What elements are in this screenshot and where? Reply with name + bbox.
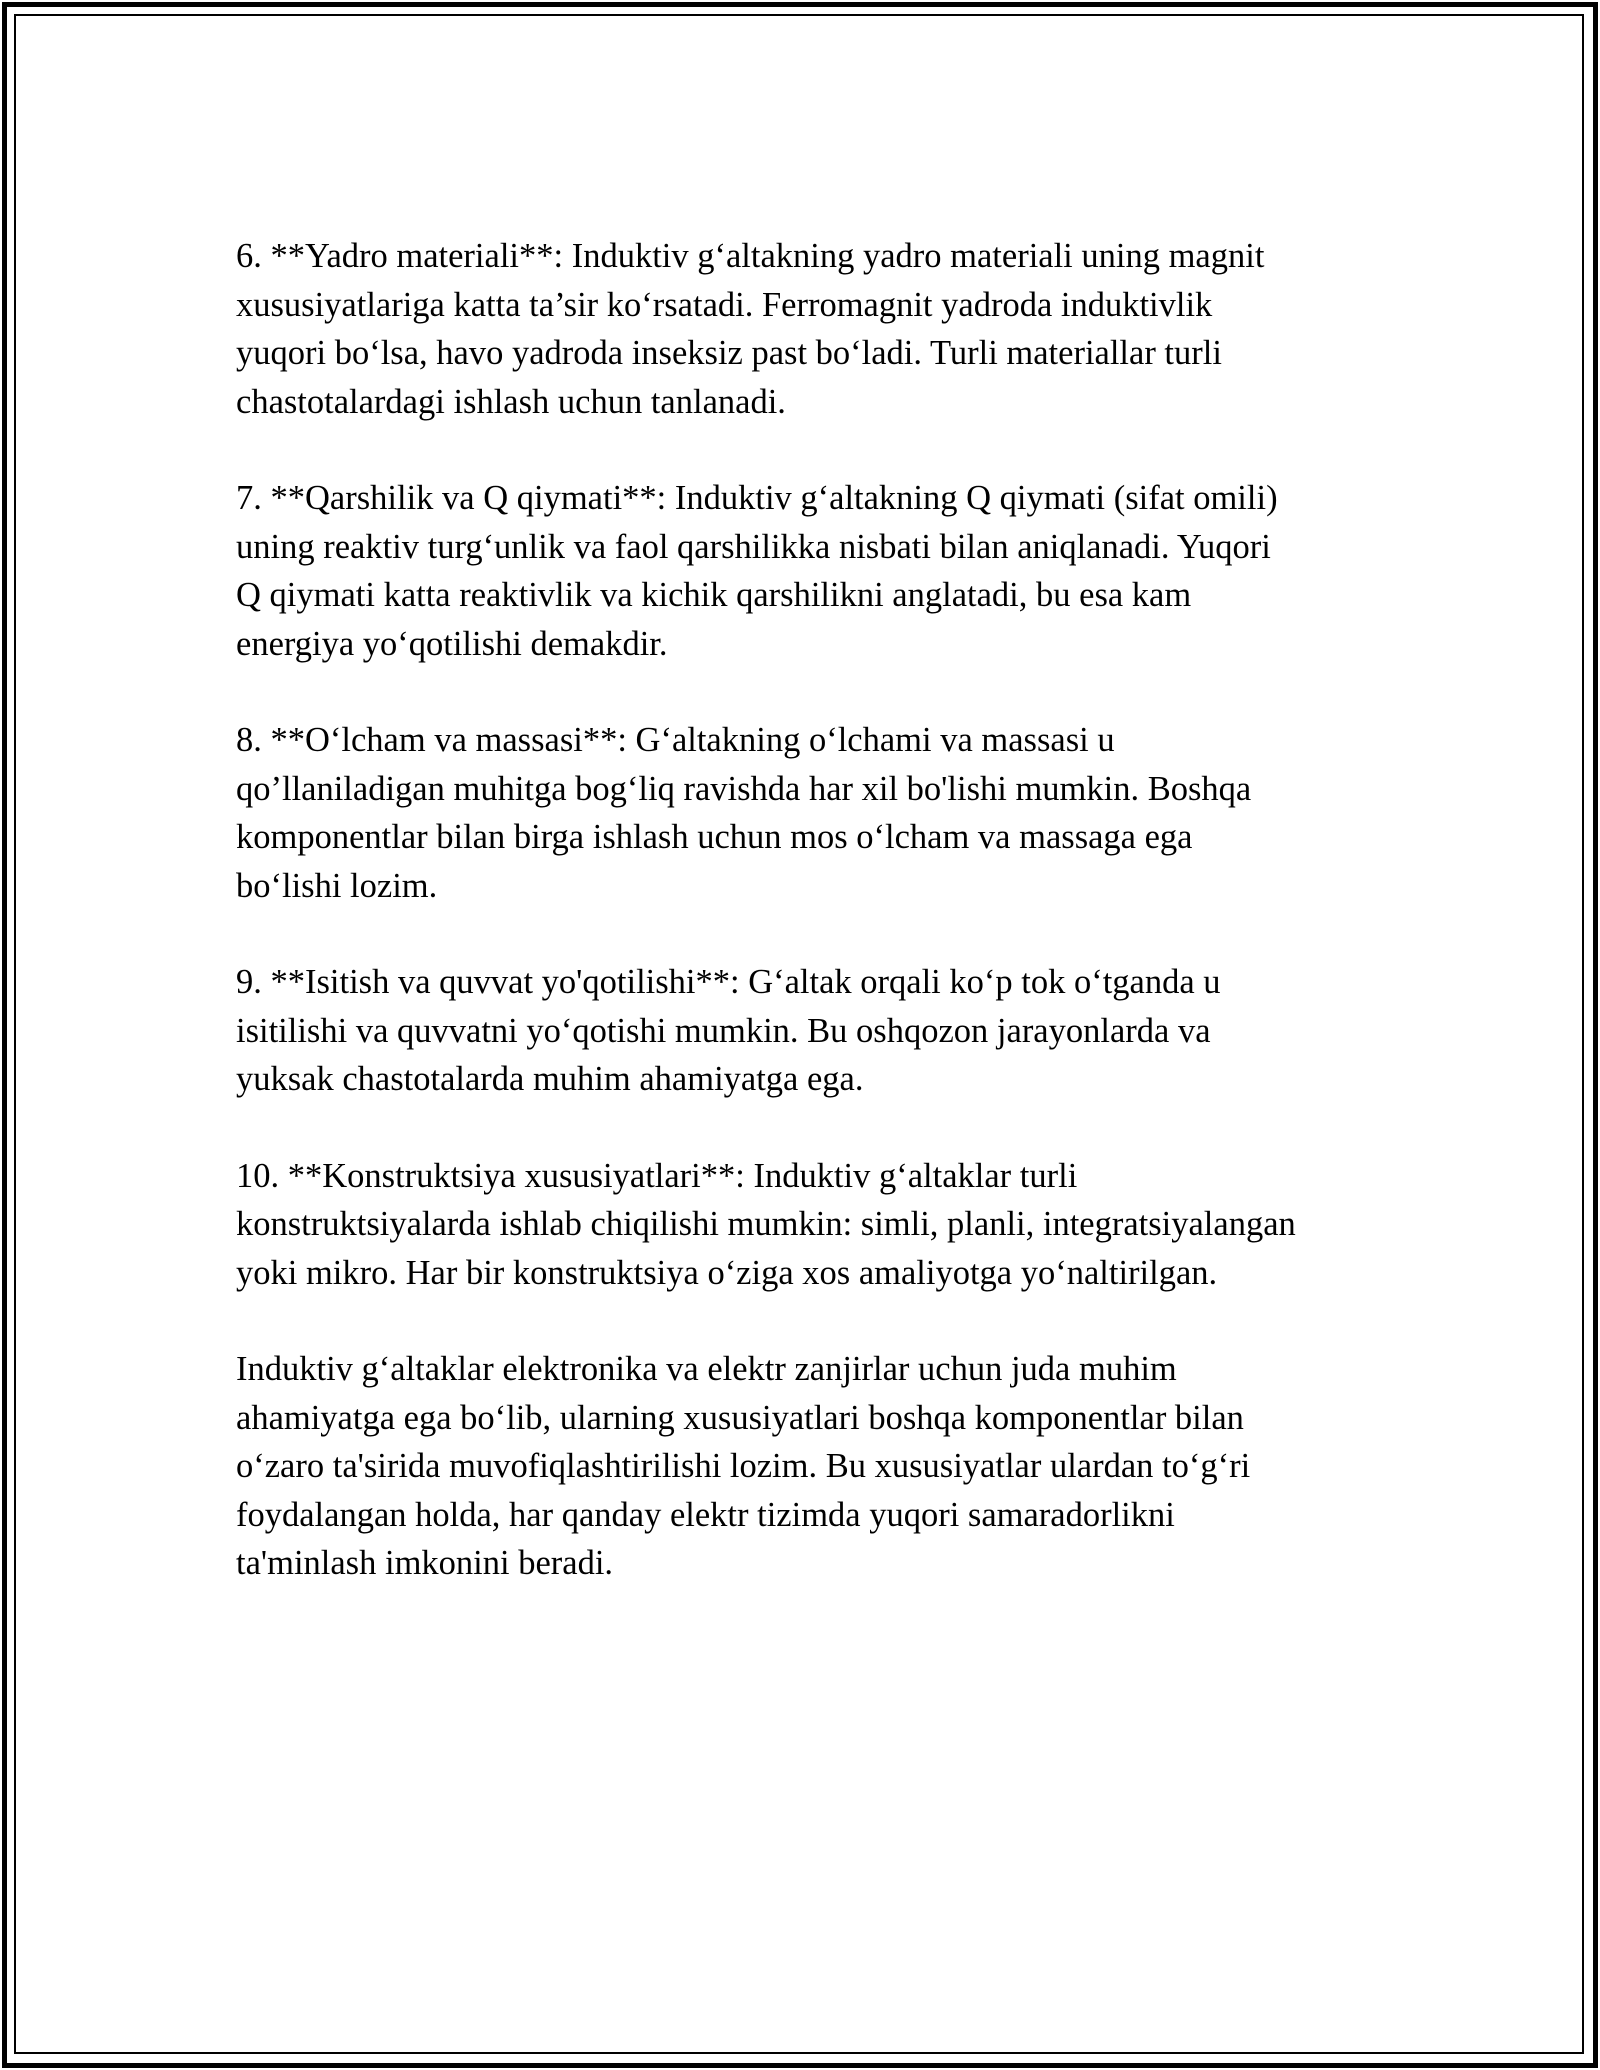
paragraph-core-material: 6. **Yadro materiali**: Induktiv g‘altakning yadro materiali uning magnit xususiyatlariga katta ta’sir ko‘rsatadi. Ferromagnit yadroda induktivlik yuqori bo‘lsa, havo yadroda inseksiz past bo‘ladi. Turli materiallar turli chastotalardagi ishlash uchun tanlanadi. xyxy=(236,237,1265,421)
paragraph-heating-power-loss: 9. **Isitish va quvvat yo'qotilishi**: G‘altak orqali ko‘p tok o‘tganda u isitilishi va quvvatni yo‘qotishi mumkin. Bu oshqozon jarayonlarda va yuksak chastotalarda muhim ahamiyatga ega. xyxy=(236,963,1221,1098)
paragraph-conclusion: Induktiv g‘altaklar elektronika va elektr zanjirlar uchun juda muhim ahamiyatga ega bo‘lib, ularning xususiyatlari boshqa komponentlar bilan o‘zaro ta'sirida muvofiqlashtirilishi lozim. Bu xususiyatlar ulardan to‘g‘ri foydalangan holda, har qanday elektr tizimda yuqori samaradorlikni ta'minlash imkonini beradi. xyxy=(236,1350,1251,1582)
document-body xyxy=(236,232,1376,1636)
paragraph-construction-features: 10. **Konstruktsiya xususiyatlari**: Induktiv g‘altaklar turli konstruktsiyalarda ishlab chiqilishi mumkin: simli, planli, integratsiyalangan yoki mikro. Har bir konstruktsiya o‘ziga xos amaliyotga yo‘naltirilgan. xyxy=(236,1156,1296,1292)
paragraph-size-mass: 8. **O‘lcham va massasi**: G‘altakning o‘lchami va massasi u qo’llaniladigan muhitga bog‘liq ravishda har xil bo'lishi mumkin. Boshqa komponentlar bilan birga ishlash uchun mos o‘lcham va massaga ega bo‘lishi lozim. xyxy=(236,721,1252,905)
paragraph-resistance-q-value: 7. **Qarshilik va Q qiymati**: Induktiv g‘altakning Q qiymati (sifat omili) uning reaktiv turg‘unlik va faol qarshilikka nisbati bilan aniqlanadi. Yuqori Q qiymati katta reaktivlik va kichik qarshilikni anglatadi, bu esa kam energiya yo‘qotilishi demakdir. xyxy=(236,479,1278,663)
